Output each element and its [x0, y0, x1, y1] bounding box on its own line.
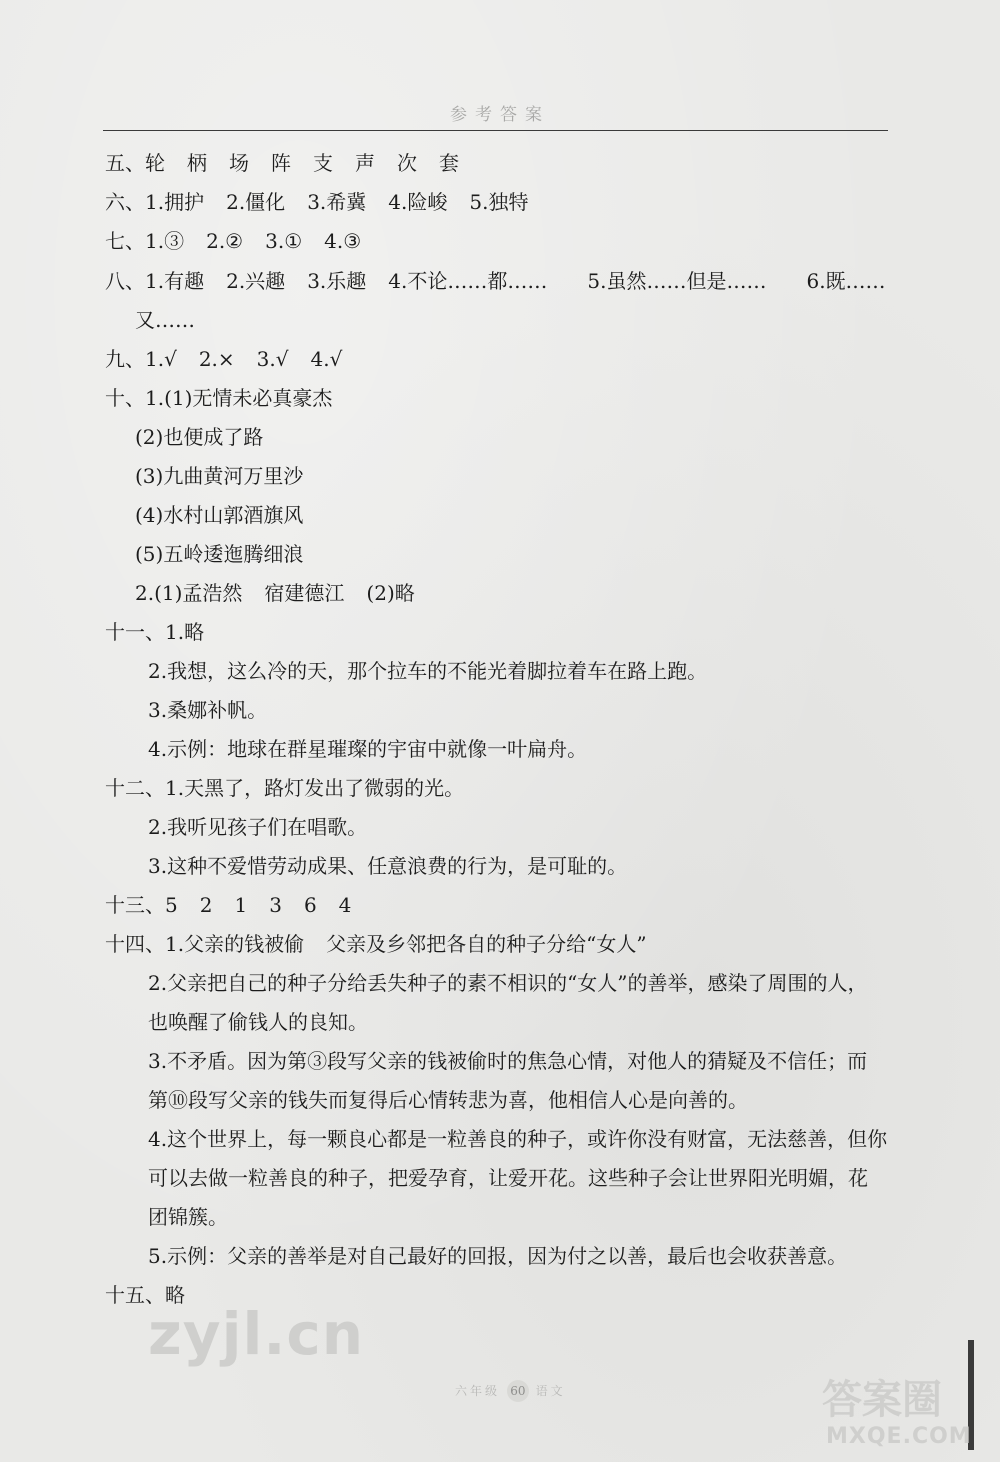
answer-text: 1	[234, 893, 248, 917]
answer-text: (2)略	[366, 581, 415, 605]
answer-line-10-2: (2)也便成了路	[135, 425, 264, 449]
answer-line-14-4: 4.这个世界上，每一颗良心都是一粒善良的种子，或许你没有财富，无法慈善，但你	[148, 1127, 888, 1151]
answer-line-11-3: 3.桑娜补帆。	[148, 698, 268, 722]
footer-right-text: 语文	[535, 1384, 566, 1398]
answer-text: 2.②	[206, 229, 244, 253]
answer-text: 4.③	[324, 229, 362, 253]
answer-text: 3.希冀	[307, 190, 367, 214]
answer-line-12-2: 2.我听见孩子们在唱歌。	[148, 815, 368, 839]
answer-text: 八、1.有趣	[105, 269, 205, 293]
site-url: MXQE.COM	[826, 1424, 972, 1449]
answer-line-10-1: 十、1.(1)无情未必真豪杰	[105, 386, 333, 410]
answer-line-10-5: (5)五岭逶迤腾细浪	[135, 542, 304, 566]
answer-text: 五、轮	[105, 151, 165, 175]
answer-text: 十四、1.父亲的钱被偷	[105, 932, 305, 956]
answer-line-14-3-cont: 第⑩段写父亲的钱失而复得后心情转悲为喜，他相信人心是向善的。	[148, 1088, 748, 1112]
answer-text: 5.虽然……但是……	[587, 269, 767, 293]
answer-text: 场	[229, 151, 249, 175]
answer-text: 宿建德江	[264, 581, 345, 605]
answer-text: 次	[397, 151, 417, 175]
answer-text: 十三、5	[105, 893, 178, 917]
answer-text: 柄	[187, 151, 207, 175]
answer-line-5	[105, 150, 459, 176]
answer-text: 2.(1)孟浩然	[135, 581, 243, 605]
header-title: 参考答案	[450, 105, 550, 125]
answer-line-10-4: (4)水村山郭酒旗风	[135, 503, 304, 527]
answer-line-14-2: 2.父亲把自己的种子分给丢失种子的素不相识的“女人”的善举，感染了周围的人，	[148, 971, 868, 995]
answer-text: 3.①	[265, 229, 303, 253]
header-rule	[103, 130, 888, 131]
answer-text: 阵	[271, 151, 291, 175]
page-footer	[455, 1380, 566, 1402]
answer-text: 六、1.拥护	[105, 190, 205, 214]
footer-left-text: 六年级	[455, 1384, 501, 1398]
answer-text: 4.险峻	[388, 190, 448, 214]
answer-line-13	[105, 892, 351, 918]
answer-text: 支	[313, 151, 333, 175]
answer-text: 4.√	[310, 347, 343, 371]
answer-text: 6	[303, 893, 317, 917]
answer-text: 2.僵化	[226, 190, 286, 214]
answer-text: 2	[199, 893, 213, 917]
answer-line-14-1	[105, 931, 647, 957]
answer-line-14-4-cont2: 团锦簇。	[148, 1205, 228, 1229]
answer-line-11-2: 2.我想，这么冷的天，那个拉车的不能光着脚拉着车在路上跑。	[148, 659, 708, 683]
answer-line-8-cont: 又……	[135, 308, 195, 332]
answer-line-10-6	[135, 580, 415, 606]
answer-text: 2.×	[198, 347, 235, 371]
answer-line-7	[105, 228, 361, 254]
answer-text: 3.√	[256, 347, 289, 371]
answer-line-14-4-cont: 可以去做一粒善良的种子，把爱孕育，让爱开花。这些种子会让世界阳光明媚，花	[148, 1166, 868, 1190]
answer-line-14-2-cont: 也唤醒了偷钱人的良知。	[148, 1010, 368, 1034]
answer-text: 2.兴趣	[226, 269, 286, 293]
watermark: zyjl.cn	[148, 1300, 365, 1368]
answer-text: 3.乐趣	[307, 269, 367, 293]
answer-line-6	[105, 189, 528, 215]
answer-text: 5.独特	[469, 190, 529, 214]
answer-line-14-5: 5.示例：父亲的善举是对自己最好的回报，因为付之以善，最后也会收获善意。	[148, 1244, 848, 1268]
answer-line-15: 十五、略	[105, 1283, 185, 1307]
answer-line-12-3: 3.这种不爱惜劳动成果、任意浪费的行为，是可耻的。	[148, 854, 628, 878]
answer-text: 九、1.√	[105, 347, 177, 371]
answer-text: 4.不论……都……	[388, 269, 548, 293]
answer-line-10-3: (3)九曲黄河万里沙	[135, 464, 304, 488]
answer-line-14-3: 3.不矛盾。因为第③段写父亲的钱被偷时的焦急心情，对他人的猜疑及不信任；而	[148, 1049, 868, 1073]
answer-text: 6.既……	[806, 269, 886, 293]
answer-line-9	[105, 346, 342, 372]
answer-line-11-1: 十一、1.略	[105, 620, 205, 644]
answer-line-11-4: 4.示例：地球在群星璀璨的宇宙中就像一叶扁舟。	[148, 737, 588, 761]
answer-text: 七、1.③	[105, 229, 185, 253]
answer-text: 3	[269, 893, 282, 917]
answer-line-8	[105, 268, 886, 294]
answer-text: 声	[355, 151, 375, 175]
site-logo: 答案圈	[822, 1377, 942, 1423]
page-number: 60	[507, 1380, 529, 1402]
answer-line-12-1: 十二、1.天黑了，路灯发出了微弱的光。	[105, 776, 465, 800]
answer-text: 4	[338, 893, 352, 917]
answer-text: 父亲及乡邻把各自的种子分给“女人”	[326, 932, 647, 956]
answer-text: 套	[439, 151, 459, 175]
